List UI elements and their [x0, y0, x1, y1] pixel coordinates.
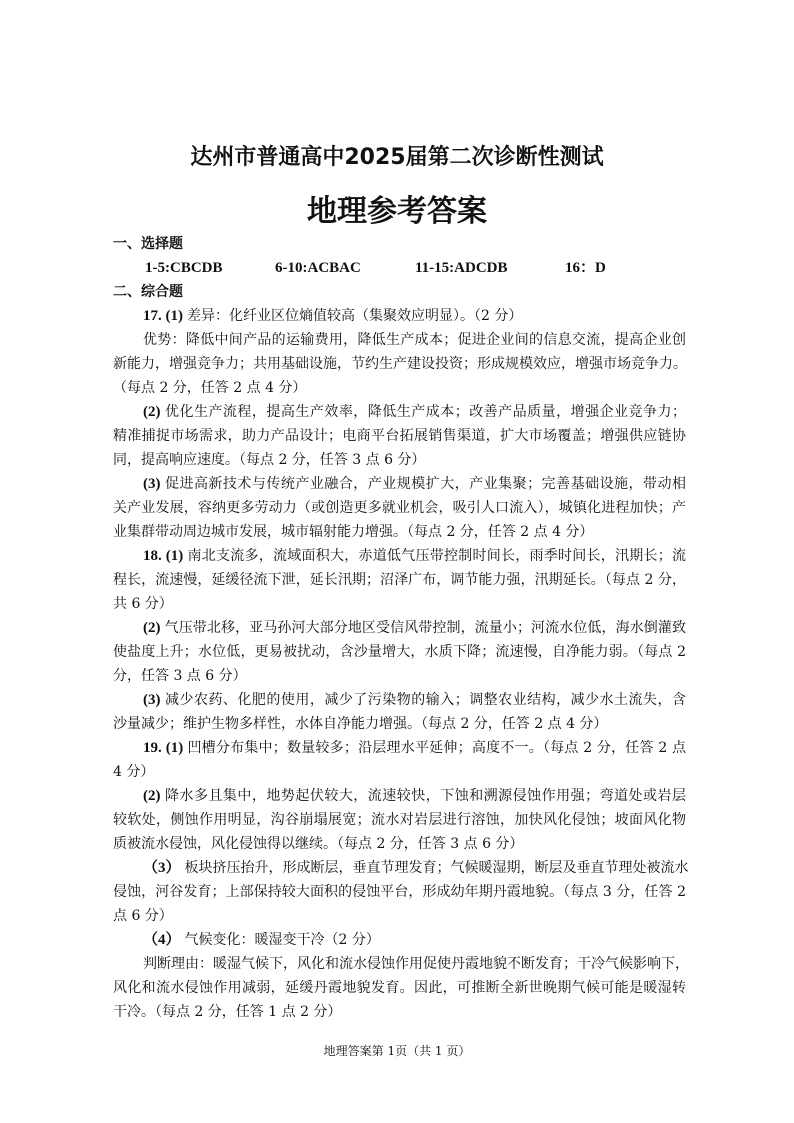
- question-label: (2): [143, 404, 161, 420]
- answer-line: [113, 376, 686, 400]
- answer-line: [113, 784, 686, 808]
- answer-text: 共 6 分）: [113, 596, 173, 612]
- answer-line: [113, 856, 689, 880]
- answer-text: 精准捕捉市场需求，助力产品设计；电商平台拓展销售渠道，扩大市场覆盖；增强供应链协: [113, 428, 686, 444]
- answer-group: 16：D: [565, 260, 606, 276]
- answer-group: 11-15:ADCDB: [415, 260, 508, 276]
- answer-text: 板块挤压抬升，形成断层，垂直节理发育；气候暖湿期，断层及垂直节理处被流水: [184, 860, 689, 876]
- answer-paragraph: [113, 928, 686, 952]
- answer-line: [113, 952, 689, 976]
- answer-text: 较软处，侧蚀作用明显，沟谷崩塌展宽；流水对岩层进行溶蚀，加快风化侵蚀；坡面风化物: [113, 812, 686, 828]
- answer-line: [113, 976, 686, 1000]
- answer-text: 差异：化纤业区位熵值较高（集聚效应明显）。（2 分）: [187, 308, 523, 324]
- answer-text: 点 6 分）: [113, 908, 173, 924]
- answer-paragraph: [113, 616, 686, 688]
- answer-text: 凹槽分布集中；数量较多；沿层理水平延伸；高度不一。（每点 2 分，任答 2 点: [187, 740, 686, 756]
- answer-text: 气候变化：暖湿变干冷（2 分）: [184, 932, 380, 948]
- answer-paragraph: [113, 736, 686, 784]
- answer-text: 判断理由：暖湿气候下，风化和流水侵蚀作用促使丹霞地貌不断发育；干冷气候影响下，: [143, 956, 689, 972]
- answer-text: 侵蚀，河谷发育；上部保持较大面积的侵蚀平台，形成幼年期丹霞地貌。（每点 3 分，任答 2: [113, 884, 686, 900]
- answer-text: 关产业发展，容纳更多劳动力（或创造更多就业机会，吸引人口流入），城镇化进程加快；产: [113, 500, 686, 516]
- answer-line: [113, 736, 686, 760]
- answer-paragraph: [113, 544, 686, 616]
- answer-line: [113, 880, 686, 904]
- answer-text: 风化和流水侵蚀作用减弱，延缓丹霞地貌发育。因此，可推断全新世晚期气候可能是暖湿转: [113, 980, 686, 996]
- answer-line: [113, 448, 686, 472]
- question-label: (3): [143, 476, 161, 492]
- answer-line: [113, 832, 686, 856]
- choice-answers: [113, 256, 686, 280]
- document-title: 地理参考答案: [307, 194, 487, 229]
- answer-text: 南北支流多，流域面积大，赤道低气压带控制时间长，雨季时间长，汛期长；流: [187, 548, 686, 564]
- answer-line: [113, 616, 686, 640]
- answer-line: [113, 928, 686, 952]
- question-label: 19. (1): [143, 740, 184, 756]
- answer-text: 新能力，增强竞争力；共用基础设施，节约生产建设投资；形成规模效应，增强市场竞争力。: [113, 356, 687, 372]
- answer-text: 4 分）: [113, 764, 155, 780]
- answer-paragraph: [113, 304, 686, 328]
- question-label: 17. (1): [143, 308, 183, 324]
- answer-body: [113, 232, 689, 1024]
- answer-text: 沙量减少；维护生物多样性，水体自净能力增强。（每点 2 分，任答 2 点 4 分）: [113, 716, 608, 732]
- answer-line: [113, 352, 686, 376]
- answer-paragraph: [113, 688, 686, 736]
- answer-line: [113, 544, 686, 568]
- answer-line: [113, 496, 686, 520]
- answer-paragraph: [113, 400, 686, 472]
- answer-text: 业集群带动周边城市发展，城市辐射能力增强。（每点 2 分，任答 2 点 4 分）: [113, 524, 594, 540]
- answer-line: [113, 304, 686, 328]
- answer-line: [113, 520, 686, 544]
- answer-line: [113, 808, 686, 832]
- answer-line: [113, 1000, 686, 1024]
- question-label: （4）: [143, 932, 181, 948]
- page-footer: 地理答案第 1页（共 1 页）: [323, 1044, 471, 1058]
- answer-text: （每点 2 分，任答 2 点 4 分）: [113, 380, 307, 396]
- answer-text: 促进高新技术与传统产业融合，产业规模扩大，产业集聚；完善基础设施，带动相: [164, 476, 686, 492]
- answer-line: [113, 664, 686, 688]
- answer-line: [113, 472, 686, 496]
- answer-line: [113, 904, 686, 928]
- answer-line: [113, 712, 686, 736]
- answer-line: [113, 592, 686, 616]
- answer-text: 分，任答 3 点 6 分）: [113, 668, 247, 684]
- answer-text: 降水多且集中，地势起伏较大，流速较快，下蚀和溯源侵蚀作用强；弯道处或岩层: [164, 788, 686, 804]
- answer-line: [113, 568, 686, 592]
- answer-text: 优化生产流程，提高生产效率，降低生产成本；改善产品质量，增强企业竞争力；: [164, 404, 686, 420]
- answer-line: [113, 688, 686, 712]
- answer-line: [113, 640, 686, 664]
- answer-text: 质被流水侵蚀，风化侵蚀得以继续。（每点 2 分，任答 3 点 6 分）: [113, 836, 524, 852]
- question-label: （3）: [143, 860, 181, 876]
- answer-text: 优势：降低中间产品的运输费用，降低生产成本；促进企业间的信息交流，提高企业创: [143, 332, 686, 348]
- answer-group: 1-5:CBCDB: [145, 260, 223, 276]
- question-label: (3): [143, 692, 161, 708]
- answer-paragraph: [113, 952, 689, 1024]
- answer-paragraph: [113, 328, 686, 400]
- question-label: (2): [143, 788, 161, 804]
- answer-text: 干冷。（每点 2 分，任答 1 点 2 分）: [113, 1004, 342, 1020]
- question-label: (2): [143, 620, 161, 636]
- answer-text: 气压带北移，亚马孙河大部分地区受信风带控制，流量小；河流水位低，海水倒灌致: [164, 620, 686, 636]
- comprehensive-answers: [113, 304, 689, 1024]
- answer-text: 程长，流速慢，延缓径流下泄，延长汛期；沼泽广布，调节能力强，汛期延长。（每点 2 分，: [113, 572, 686, 588]
- section-heading-comprehensive: 二、综合题: [113, 284, 183, 300]
- section-heading-choice: 一、选择题: [113, 236, 183, 252]
- exam-title: 达州市普通高中2025届第二次诊断性测试: [190, 145, 604, 170]
- answer-line: [113, 424, 686, 448]
- answer-line: [113, 400, 686, 424]
- answer-line: [113, 328, 686, 352]
- answer-text: 减少农药、化肥的使用，减少了污染物的输入；调整农业结构，减少水土流失，含: [164, 692, 686, 708]
- question-label: 18. (1): [143, 548, 184, 564]
- answer-group: 6-10:ACBAC: [275, 260, 361, 276]
- answer-text: 使盐度上升；水位低，更易被扰动，含沙量增大，水质下降；流速慢，自净能力弱。（每点 2: [113, 644, 686, 660]
- answer-paragraph: [113, 472, 686, 544]
- answer-text: 同，提高响应速度。（每点 2 分，任答 3 点 6 分）: [113, 452, 426, 468]
- answer-paragraph: [113, 784, 686, 856]
- answer-paragraph: [113, 856, 689, 928]
- answer-line: [113, 760, 686, 784]
